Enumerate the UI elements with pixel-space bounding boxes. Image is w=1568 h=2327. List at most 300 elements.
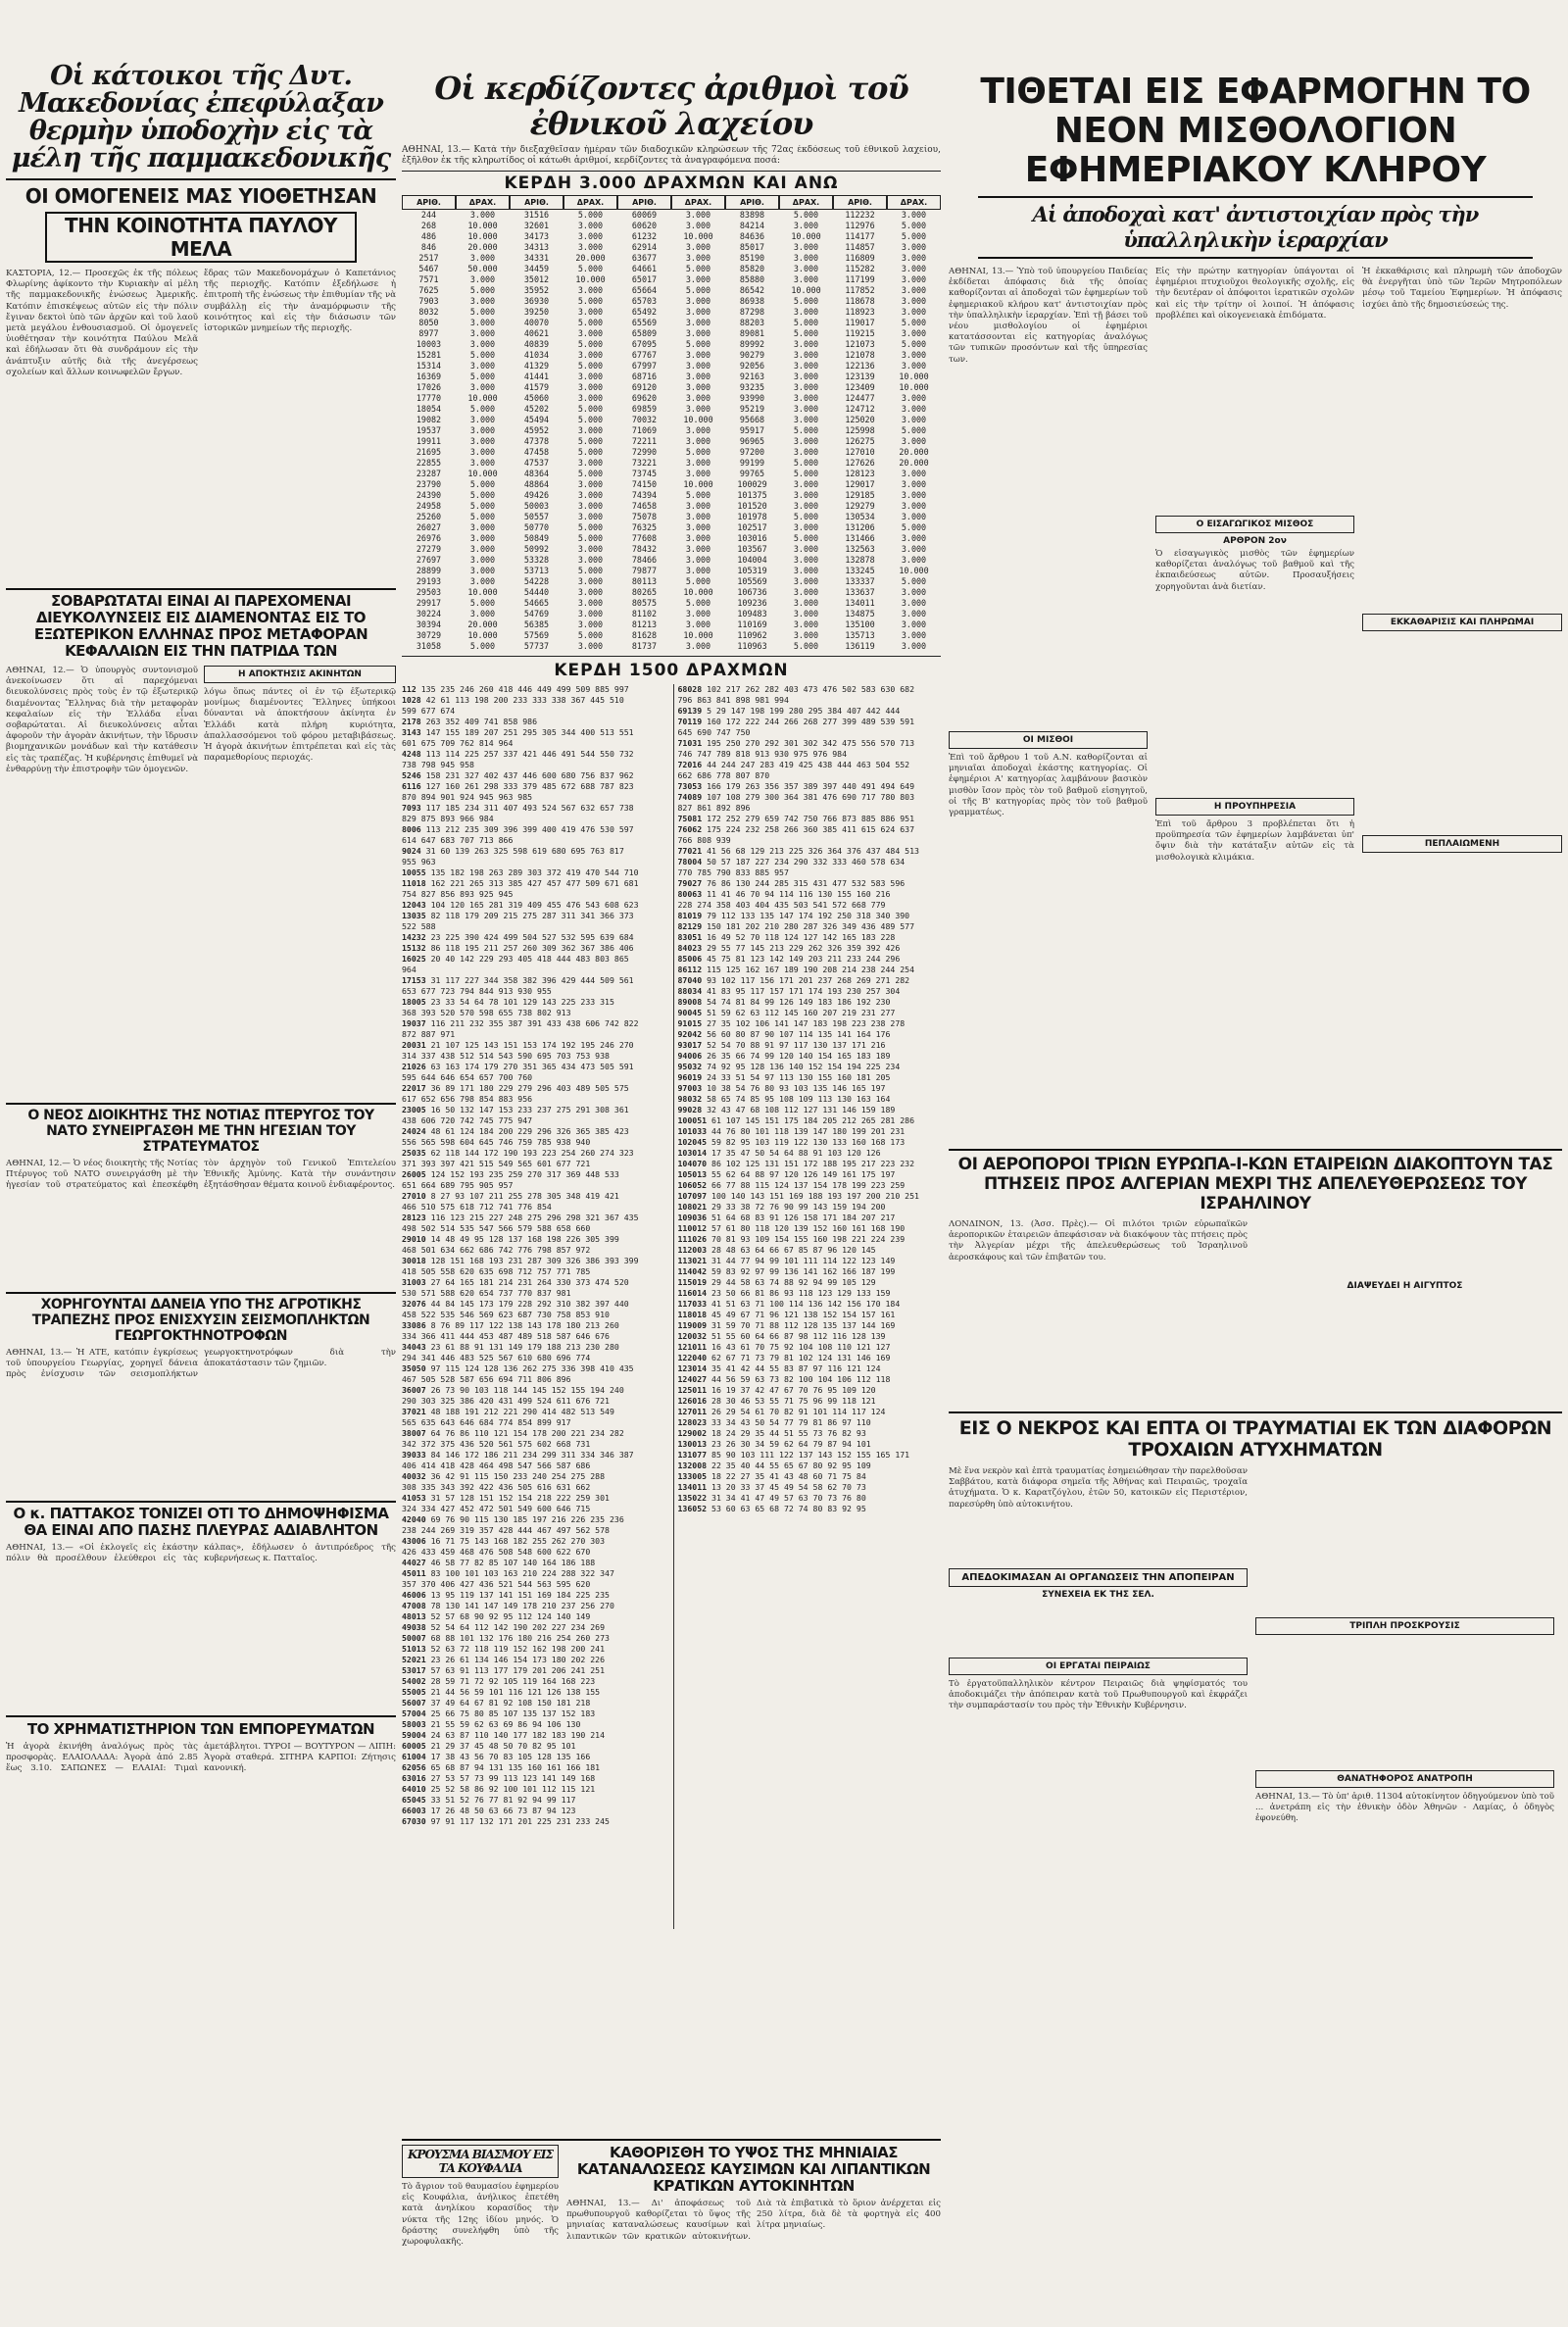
- list-item: [402, 1191, 665, 1202]
- table-cell: 3.000: [793, 501, 819, 511]
- table-cell: 3.000: [577, 371, 604, 381]
- table-cell: 3.000: [901, 328, 927, 338]
- ticket-numbers: 27 53 57 73 99 113 123 141 149 168: [430, 1773, 596, 1783]
- list-item: [402, 1784, 665, 1795]
- table-row: [402, 242, 941, 253]
- list-item: [402, 986, 665, 997]
- list-item: [402, 932, 665, 943]
- table-cell: 3.000: [469, 210, 496, 220]
- table-cell: 7571: [418, 274, 439, 284]
- table-cell: 50849: [523, 533, 550, 543]
- table-cell: 21695: [416, 447, 442, 457]
- ticket-numbers: 65 68 87 94 131 135 160 161 166 181: [430, 1762, 601, 1772]
- table-cell: 87298: [739, 307, 765, 317]
- table-cell: 5.000: [793, 469, 819, 478]
- ticket-numbers: 18 22 27 35 41 43 48 60 71 75 84: [711, 1471, 866, 1481]
- box-triple-collision: ΤΡΙΠΛΗ ΠΡΟΣΚΡΟΥΣΙΣ: [1255, 1617, 1554, 1635]
- table-cell: 3.000: [577, 479, 604, 489]
- table-cell: 19537: [416, 425, 442, 435]
- list-item: [402, 975, 665, 986]
- list-item: [678, 1245, 942, 1256]
- table-cell: 60620: [631, 221, 658, 230]
- list-item: [402, 1687, 665, 1698]
- table-cell: 127626: [845, 458, 875, 468]
- ticket-numbers: 27 35 102 106 141 147 183 198 223 238 278: [707, 1018, 906, 1028]
- ticket-numbers: 51 59 62 63 112 145 160 207 219 231 277: [707, 1008, 896, 1017]
- list-item: [678, 1310, 942, 1320]
- table-cell: 3.000: [469, 544, 496, 554]
- ticket-numbers: 955 963: [402, 857, 436, 866]
- table-cell: 95917: [739, 425, 765, 435]
- list-item: [678, 954, 942, 965]
- ticket-prefix: 49038: [402, 1622, 431, 1632]
- ticket-numbers: 17 26 48 50 63 66 73 87 94 123: [430, 1806, 576, 1815]
- table-cell: 117199: [845, 274, 875, 284]
- table-row: [402, 307, 941, 318]
- table-cell: 5.000: [577, 566, 604, 575]
- ticket-prefix: 92042: [677, 1029, 708, 1039]
- lottery-headline: Οἱ κερδίζοντες ἀριθμοὶ τοῦ ἐθνικοῦ λαχείου: [434, 70, 908, 142]
- list-item: [678, 1115, 942, 1126]
- table-cell: 10.000: [791, 285, 821, 295]
- ticket-numbers: 964: [402, 965, 416, 974]
- ticket-numbers: 599 677 674: [402, 706, 456, 716]
- ticket-prefix: 24024: [402, 1126, 431, 1136]
- ticket-prefix: 85006: [677, 954, 708, 964]
- list-item: [402, 1579, 665, 1590]
- table-cell: 3.000: [793, 609, 819, 619]
- table-row: [402, 609, 941, 619]
- table-cell: 16369: [416, 371, 442, 381]
- list-item: [402, 1363, 665, 1374]
- list-item: [402, 1698, 665, 1708]
- table-row: [402, 328, 941, 339]
- table-cell: 85820: [739, 264, 765, 273]
- table-cell: 10.000: [899, 382, 929, 392]
- ticket-prefix: 64010: [402, 1784, 431, 1794]
- table-cell: 8032: [418, 307, 439, 317]
- table-cell: 129279: [845, 501, 875, 511]
- list-item: [402, 717, 665, 727]
- ticket-numbers: 113 114 225 257 337 421 446 491 544 550 732: [425, 749, 634, 759]
- table-cell: 3.000: [901, 350, 927, 360]
- table-cell: 3.000: [469, 328, 496, 338]
- table-row: [402, 382, 941, 393]
- ticket-numbers: 52 63 72 118 119 152 162 198 200 241: [430, 1644, 606, 1654]
- table-cell: 3.000: [685, 566, 711, 575]
- list-item: [402, 1719, 665, 1730]
- table-cell: 57569: [523, 630, 550, 640]
- list-item: [402, 792, 665, 803]
- clergy-text-c: Ἐπὶ τοῦ ἄρθρου 1 τοῦ Α.Ν. καθορίζονται αἱ μηνιαῖαι ἀποδοχαὶ ἑκάστης κατηγορίας. Οἱ ἐφημέριοι Α' κατηγορίας λαμβάνουν βασικὸν μισθὸν ἴσον πρὸς τὸν τοῦ βαθμοῦ εἰσηγητοῦ, οἱ τῆς Β' κατηγορίας πρὸς τὸν τοῦ βαθμοῦ γραμματέως.: [949, 753, 1148, 818]
- table-cell: 127010: [845, 447, 875, 457]
- ticket-prefix: 18005: [402, 997, 431, 1007]
- table-row: [402, 458, 941, 469]
- ticket-prefix: 8006: [402, 824, 426, 834]
- ticket-prefix: 108021: [677, 1202, 712, 1212]
- table-cell: 3.000: [901, 630, 927, 640]
- table-cell: 128123: [845, 469, 875, 478]
- table-cell: 45202: [523, 404, 550, 414]
- headline-nato: Ο ΝΕΟΣ ΔΙΟΙΚΗΤΗΣ ΤΗΣ ΝΟΤΙΑΣ ΠΤΕΡΥΓΟΣ ΤΟΥ ΝΑΤΟ ΣΥΝΕΙΡΓΑΣΘΗ ΜΕ ΤΗΝ ΗΓΕΣΙΑΝ ΤΟΥ ΣΤΡΑΤΕΥΜΑΤΟΣ: [27, 1108, 374, 1155]
- table-cell: 135100: [845, 619, 875, 629]
- table-cell: 5.000: [577, 361, 604, 371]
- table-cell: 103567: [737, 544, 767, 554]
- table-cell: 3.000: [685, 458, 711, 468]
- ticket-prefix: 95032: [677, 1062, 708, 1071]
- table-row: [402, 630, 941, 641]
- ticket-prefix: 86112: [677, 965, 708, 974]
- table-cell: 10.000: [467, 630, 498, 640]
- ticket-prefix: 1028: [402, 695, 426, 705]
- table-cell: 3.000: [901, 587, 927, 597]
- table-cell: 65809: [631, 328, 658, 338]
- table-cell: 83898: [739, 210, 765, 220]
- table-cell: 3.000: [793, 264, 819, 273]
- table-cell: 110963: [737, 641, 767, 651]
- box-clearance: ΕΚΚΑΘΑΡΙΣΙΣ ΚΑΙ ΠΛΗΡΩΜΑΙ: [1362, 614, 1562, 631]
- list-item: [402, 1288, 665, 1299]
- list-item: [402, 1806, 665, 1816]
- list-item: [678, 1353, 942, 1363]
- ticket-numbers: 24 63 87 110 140 177 182 183 190 214: [430, 1730, 606, 1740]
- ticket-prefix: 3143: [402, 727, 426, 737]
- ticket-numbers: 55 62 64 88 97 120 126 149 161 175 197: [711, 1169, 896, 1179]
- list-item: [678, 717, 942, 727]
- list-item: [678, 1396, 942, 1407]
- table-cell: 3.000: [469, 436, 496, 446]
- ticket-numbers: 8 76 89 117 122 138 143 178 180 213 260: [430, 1320, 619, 1330]
- table-cell: 60069: [631, 210, 658, 220]
- table-cell: 81213: [631, 619, 658, 629]
- ticket-numbers: 21 44 56 59 101 116 121 126 138 155: [430, 1687, 601, 1697]
- ticket-numbers: 41 83 95 117 157 171 174 193 230 257 304: [707, 986, 901, 996]
- ticket-prefix: 13035: [402, 911, 431, 920]
- headline-commodity-exchange: ΤΟ ΧΡΗΜΑΤΙΣΤΗΡΙΟΝ ΤΩΝ ΕΜΠΟΡΕΥΜΑΤΩΝ: [26, 1720, 375, 1738]
- ticket-numbers: 48 61 124 184 200 229 296 326 365 385 423: [430, 1126, 629, 1136]
- pilots-text-2: [1255, 1219, 1554, 1278]
- table-cell: 3.000: [901, 490, 927, 500]
- table-cell: 3.000: [793, 436, 819, 446]
- table-cell: 3.000: [685, 544, 711, 554]
- headline-accidents: ΕΙΣ Ο ΝΕΚΡΟΣ ΚΑΙ ΕΠΤΑ ΟΙ ΤΡΑΥΜΑΤΙΑΙ ΕΚ ΤΩΝ ΔΙΑΦΟΡΩΝ ΤΡΟΧΑΙΩΝ ΑΤΥΧΗΜΑΤΩΝ: [958, 1417, 1552, 1461]
- table-cell: 81102: [631, 609, 658, 619]
- list-item: [402, 1461, 665, 1471]
- table-cell: 53713: [523, 566, 550, 575]
- ticket-prefix: 53017: [402, 1665, 431, 1675]
- list-item: [678, 1159, 942, 1169]
- ticket-numbers: 58 65 74 85 95 108 109 113 130 163 164: [707, 1094, 891, 1104]
- ticket-numbers: 86 118 195 211 257 260 309 362 367 386 406: [430, 943, 634, 953]
- list-item: [402, 921, 665, 932]
- ticket-numbers: 166 179 263 356 357 389 397 440 491 494 649: [707, 781, 915, 791]
- ticket-numbers: 22 35 40 44 55 65 67 80 92 95 109: [711, 1461, 871, 1470]
- table-cell: 3.000: [685, 469, 711, 478]
- fuel-text: ΑΘΗΝΑΙ, 13.— Δι' ἀποφάσεως τοῦ πρωθυπουργοῦ καθορίζεται τὸ ὕψος τῆς μηνιαίας καταναλώσεως καυσίμων καὶ λιπαντικῶν τῶν κρατικῶν αὐτοκινήτων. Διὰ τὰ ἐπιβατικὰ τὸ ὅριον ἀνέρχεται εἰς 250 λίτρα, διὰ δὲ τὰ φορτηγὰ εἰς 400 λίτρα μηνιαίως.: [566, 2199, 941, 2242]
- table-cell: 134011: [845, 598, 875, 608]
- ticket-numbers: 466 510 575 618 712 741 776 854: [402, 1202, 552, 1212]
- ticket-numbers: 100 140 143 151 169 188 193 197 200 210 251: [711, 1191, 919, 1201]
- table-cell: 54440: [523, 587, 550, 597]
- list-item: [678, 706, 942, 717]
- ticket-numbers: 13 95 119 137 141 151 169 184 225 235: [430, 1590, 610, 1600]
- list-item: [678, 878, 942, 889]
- ticket-numbers: 51 64 68 83 91 126 158 171 184 207 217: [711, 1213, 896, 1222]
- table-cell: 3.000: [901, 555, 927, 565]
- table-cell: 5.000: [469, 490, 496, 500]
- list-item: [678, 1256, 942, 1266]
- right-column: [949, 8, 1562, 1880]
- table-cell: 3.000: [901, 415, 927, 424]
- ticket-numbers: 13 20 33 37 45 49 54 58 62 70 73: [711, 1482, 866, 1492]
- table-cell: 3.000: [901, 479, 927, 489]
- list-item: [402, 1374, 665, 1385]
- table-row: [402, 425, 941, 436]
- table-cell: 69120: [631, 382, 658, 392]
- ticket-prefix: 111026: [677, 1234, 712, 1244]
- table-cell: 67095: [631, 339, 658, 349]
- list-item: [678, 1223, 942, 1234]
- table-cell: 106736: [737, 587, 767, 597]
- ticket-numbers: 33 34 43 50 54 77 79 81 86 97 110: [711, 1417, 871, 1427]
- table-cell: 3.000: [901, 533, 927, 543]
- table-cell: 3.000: [685, 296, 711, 306]
- list-item: [402, 1730, 665, 1741]
- ticket-prefix: 52021: [402, 1655, 431, 1664]
- table-cell: 3.000: [901, 544, 927, 554]
- table-cell: 103016: [737, 533, 767, 543]
- box-outdated: ΠΕΠΛΑΙΩΜΕΝΗ: [1362, 835, 1562, 853]
- ticket-numbers: 5 29 147 198 199 280 295 384 407 442 444: [707, 706, 901, 716]
- table-cell: 80265: [631, 587, 658, 597]
- list-item: [402, 1633, 665, 1644]
- list-item: [402, 1072, 665, 1083]
- table-cell: 133637: [845, 587, 875, 597]
- list-item: [678, 1385, 942, 1396]
- ticket-prefix: 74089: [677, 792, 708, 802]
- table-cell: 99199: [739, 458, 765, 468]
- table-cell: 5.000: [577, 415, 604, 424]
- ticket-prefix: 11018: [402, 878, 431, 888]
- list-item: [402, 900, 665, 911]
- table-cell: 65664: [631, 285, 658, 295]
- ticket-numbers: 26 73 90 103 118 144 145 152 155 194 240: [430, 1385, 624, 1395]
- ticket-prefix: 15132: [402, 943, 431, 953]
- ticket-prefix: 80063: [677, 889, 708, 899]
- table-cell: 3.000: [685, 512, 711, 521]
- clergy-text-d: Ὁ εἰσαγωγικὸς μισθὸς τῶν ἐφημερίων καθορίζεται ἀναλόγως τοῦ βαθμοῦ καὶ τῆς ἐκπαιδεύσεως αὐτῶν. Προσαυξήσεις χορηγοῦνται ἀνὰ διετίαν.: [1155, 549, 1354, 592]
- table-cell: 8977: [418, 328, 439, 338]
- list-item: [678, 1374, 942, 1385]
- assault-text: Τὸ ἄγριον τοῦ θαυμασίου ἐφημερίου εἰς Κουφάλια, ἀνήλικος ἐπετέθη κατὰ ἀνηλίκου κορασίδος τὴν νύκτα τῆς 12ης ἰδίου μηνός. Ὁ δράστης συνελήφθη ὑπὸ τῆς χωροφυλακῆς.: [402, 2182, 559, 2248]
- table-cell: 10.000: [467, 231, 498, 241]
- ticket-numbers: 44 56 59 63 73 82 100 104 106 112 118: [711, 1374, 891, 1384]
- ticket-numbers: 50 57 187 227 234 290 332 333 460 578 634: [707, 857, 906, 866]
- list-item: [402, 1795, 665, 1806]
- ticket-prefix: 124027: [677, 1374, 712, 1384]
- table-cell: 8050: [418, 318, 439, 327]
- table-cell: 23790: [416, 479, 442, 489]
- table-cell: 67997: [631, 361, 658, 371]
- list-item: [678, 1148, 942, 1159]
- ticket-prefix: 61004: [402, 1752, 431, 1761]
- table-cell: 3.000: [901, 393, 927, 403]
- box-entry-salary: Ο ΕΙΣΑΓΩΓΙΚΟΣ ΜΙΣΘΟΣ: [1155, 516, 1354, 533]
- table-cell: 3.000: [793, 479, 819, 489]
- table-cell: 5.000: [577, 522, 604, 532]
- ticket-numbers: 175 224 232 258 266 360 385 411 615 624 637: [707, 824, 915, 834]
- table-cell: 3.000: [685, 210, 711, 220]
- table-cell: 10.000: [899, 566, 929, 575]
- table-cell: 18054: [416, 404, 442, 414]
- piraeus-text: Τὸ ἐργατοϋπαλληλικὸν κέντρον Πειραιῶς διὰ ψηφίσματός του ἀποδοκιμάζει τὴν ἀπόπειραν κατὰ τοῦ Πρωθυπουργοῦ καὶ ἐκφράζει τὴν συμπαράστασίν του πρὸς τὴν Ἐθνικὴν Κυβέρνησιν.: [949, 1679, 1248, 1711]
- table-row: [402, 576, 941, 587]
- list-item: [402, 1525, 665, 1536]
- ticket-numbers: 342 372 375 436 520 561 575 602 668 731: [402, 1439, 591, 1449]
- list-item: [402, 943, 665, 954]
- clergy-subhead: Αἱ ἀποδοχαὶ κατ' ἀντιστοιχίαν πρὸς τὴν ὑπαλληλικὴν ἱεραρχίαν: [978, 196, 1533, 259]
- table-cell: 133245: [845, 566, 875, 575]
- ticket-numbers: 334 366 411 444 453 487 489 518 587 646 676: [402, 1331, 610, 1341]
- table-cell: 3.000: [901, 619, 927, 629]
- list-item: [678, 1072, 942, 1083]
- ticket-numbers: 102 217 262 282 403 473 476 502 583 630 682: [707, 684, 915, 694]
- ticket-numbers: 357 370 406 427 436 521 544 563 595 620: [402, 1579, 591, 1589]
- list-item: [402, 1622, 665, 1633]
- ticket-numbers: 59 83 92 97 99 136 141 162 166 187 199: [711, 1266, 896, 1276]
- ticket-numbers: 31 117 227 344 358 382 396 429 444 509 561: [430, 975, 634, 985]
- ticket-numbers: 522 588: [402, 921, 436, 931]
- table-cell: 5.000: [901, 318, 927, 327]
- ticket-numbers: 468 501 634 662 686 742 776 798 857 972: [402, 1245, 591, 1255]
- table-cell: 5.000: [793, 512, 819, 521]
- list-item: [402, 1396, 665, 1407]
- table-row: [402, 555, 941, 566]
- list-item: [678, 943, 942, 954]
- table-cell: 3.000: [793, 522, 819, 532]
- table-cell: 25260: [416, 512, 442, 521]
- list-item: [402, 1245, 665, 1256]
- ticket-prefix: 27010: [402, 1191, 431, 1201]
- table-cell: 3.000: [685, 533, 711, 543]
- ticket-prefix: 82129: [677, 921, 708, 931]
- table-cell: 84214: [739, 221, 765, 230]
- ticket-numbers: 57 63 91 113 177 179 201 206 241 251: [430, 1665, 606, 1675]
- table-cell: 48364: [523, 469, 550, 478]
- list-item: [678, 1051, 942, 1062]
- list-item: [678, 803, 942, 814]
- ticket-prefix: 88034: [677, 986, 708, 996]
- table-cell: 136119: [845, 641, 875, 651]
- table-cell: 5.000: [577, 436, 604, 446]
- ticket-prefix: 36007: [402, 1385, 431, 1395]
- list-item: [678, 1504, 942, 1514]
- ticket-prefix: 38007: [402, 1428, 431, 1438]
- clergy-text-b: Εἰς τὴν πρώτην κατηγορίαν ὑπάγονται οἱ ἐφημέριοι πτυχιοῦχοι θεολογικῆς σχολῆς, εἰς τὴν δευτέραν οἱ ἀπόφοιτοι ἱερατικῶν σχολῶν καὶ εἰς τὴν τρίτην οἱ λοιποί. Ἡ ἀπόφασις προβλέπει καὶ οἰκογενειακὰ ἐπιδόματα.: [1155, 267, 1354, 321]
- table-header: [402, 195, 941, 210]
- ticket-numbers: 97 91 117 132 171 201 225 231 233 245: [430, 1816, 610, 1826]
- table-cell: 77608: [631, 533, 658, 543]
- subhead-omogeneis: ΟΙ ΟΜΟΓΕΝΕΙΣ ΜΑΣ ΥΙΟΘΕΤΗΣΑΝ: [24, 184, 377, 208]
- ticket-numbers: 31 44 77 94 99 101 111 114 122 123 149: [711, 1256, 896, 1265]
- ticket-numbers: 308 335 343 392 422 436 505 616 631 662: [402, 1482, 591, 1492]
- table-cell: 3.000: [685, 361, 711, 371]
- ticket-numbers: 23 26 30 34 59 62 64 79 87 94 101: [711, 1439, 871, 1449]
- table-cell: 5.000: [577, 318, 604, 327]
- ticket-numbers: 32 43 47 68 108 112 127 131 146 159 189: [707, 1105, 896, 1114]
- table-cell: 3.000: [901, 512, 927, 521]
- ticket-prefix: 45011: [402, 1568, 431, 1578]
- list-item: [678, 1180, 942, 1191]
- list-item: [678, 975, 942, 986]
- table-row: [402, 264, 941, 274]
- table-cell: 100029: [737, 479, 767, 489]
- table-cell: 3.000: [469, 274, 496, 284]
- ticket-numbers: 29 33 38 72 76 90 99 143 159 194 200: [711, 1202, 886, 1212]
- table-cell: 30224: [416, 609, 442, 619]
- section-3000: ΚΕΡΔΗ 3.000 ΔΡΑΧΜΩΝ ΚΑΙ ΑΝΩ: [504, 173, 839, 193]
- table-cell: 84636: [739, 231, 765, 241]
- ticket-numbers: 147 155 189 207 251 295 305 344 400 513 551: [425, 727, 634, 737]
- ticket-prefix: 30018: [402, 1256, 431, 1265]
- ticket-numbers: 42 61 113 198 200 233 333 338 367 445 510: [425, 695, 624, 705]
- table-cell: 45952: [523, 425, 550, 435]
- ticket-numbers: 738 798 945 958: [402, 760, 474, 769]
- list-item: [678, 770, 942, 781]
- ticket-numbers: 135 182 198 263 289 303 372 419 470 544 710: [430, 867, 639, 877]
- table-cell: 101520: [737, 501, 767, 511]
- table-header-cell: ΑΡΙΘ.: [725, 195, 779, 210]
- table-cell: 69859: [631, 404, 658, 414]
- table-cell: 28899: [416, 566, 442, 575]
- list-item: [402, 1558, 665, 1568]
- table-cell: 3.000: [685, 555, 711, 565]
- list-item: [402, 706, 665, 717]
- ticket-prefix: 63016: [402, 1773, 431, 1783]
- ticket-numbers: 16 19 37 42 47 67 70 76 95 109 120: [711, 1385, 876, 1395]
- ticket-numbers: 17 35 47 50 54 64 88 91 103 120 126: [711, 1148, 881, 1158]
- ticket-prefix: 112: [402, 684, 421, 694]
- ticket-numbers: 150 181 202 210 280 287 326 349 436 489 577: [707, 921, 915, 931]
- list-item: [678, 1331, 942, 1342]
- ticket-numbers: 651 664 689 795 905 957: [402, 1180, 514, 1190]
- list-item: [402, 1493, 665, 1504]
- ticket-prefix: 81019: [677, 911, 708, 920]
- table-cell: 3.000: [577, 231, 604, 241]
- table-row: [402, 415, 941, 425]
- list-item: [402, 1277, 665, 1288]
- table-cell: 3.000: [577, 576, 604, 586]
- table-header-cell: ΔΡΑΧ.: [779, 195, 833, 210]
- ticket-numbers: 26 35 66 74 99 120 140 154 165 183 189: [707, 1051, 891, 1061]
- table-cell: 3.000: [793, 555, 819, 565]
- list-item: [402, 1029, 665, 1040]
- table-cell: 3.000: [577, 598, 604, 608]
- table-cell: 56385: [523, 619, 550, 629]
- table-row: [402, 231, 941, 242]
- ticket-prefix: 87040: [677, 975, 708, 985]
- ticket-numbers: 263 352 409 741 858 986: [425, 717, 538, 726]
- ticket-prefix: 12043: [402, 900, 431, 910]
- ticket-prefix: 125011: [677, 1385, 712, 1395]
- table-row: [402, 566, 941, 576]
- table-row: [402, 533, 941, 544]
- list-item: [402, 1741, 665, 1752]
- ticket-numbers: 290 303 325 386 420 431 499 524 611 676 721: [402, 1396, 610, 1406]
- ticket-numbers: 135 235 246 260 418 446 449 499 509 885 997: [420, 684, 629, 694]
- table-cell: 40621: [523, 328, 550, 338]
- list-item: [402, 1040, 665, 1051]
